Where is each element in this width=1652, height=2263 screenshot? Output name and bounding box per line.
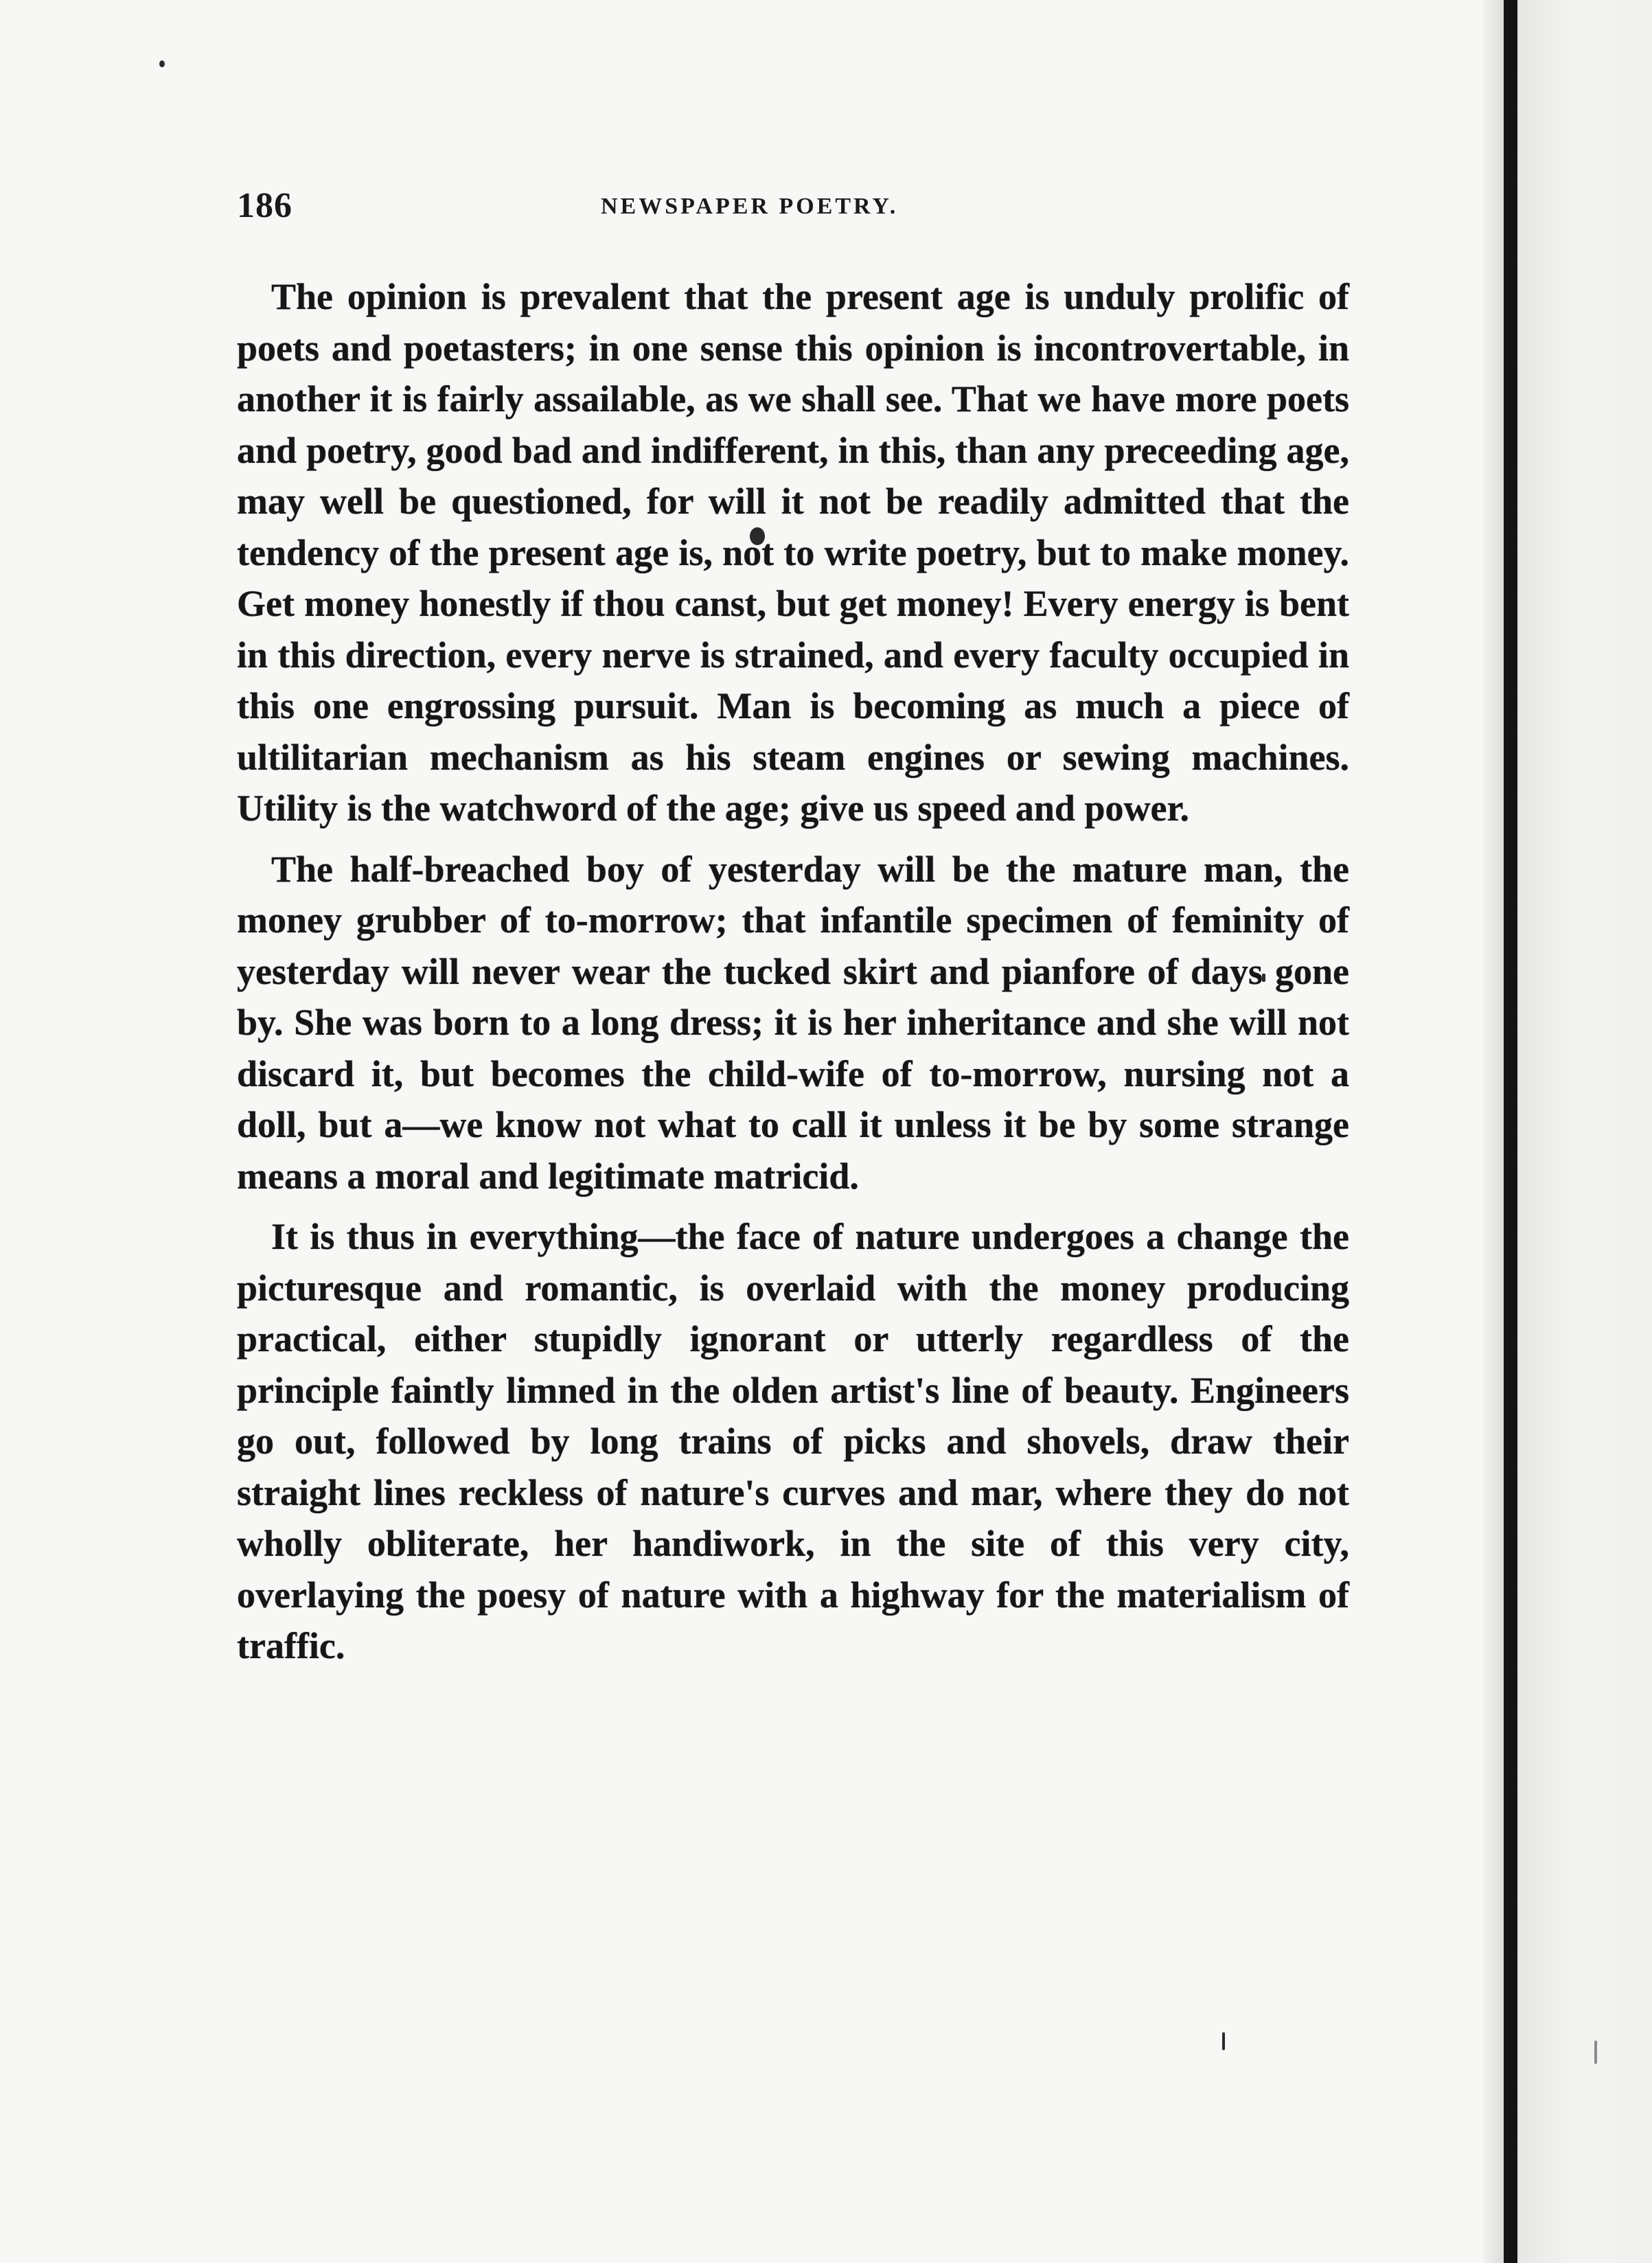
paragraph-opinion: The opinion is prevalent that the present age is unduly prolific of poets and poetasters; in one sense this opinion is incontrovertable, in another it is fairly assailable, as we shall see. That we have more poets and poetry, good bad and indifferent, in this, than any preceeding age, may well be questioned, for will it not be readily admitted that the tendency of the present age is, not to write poetry, but to make money. Get money honestly if thou canst, but get money! Every energy is bent in this direction, every nerve is strained, and every faculty occupied in this one engrossing pursuit. Man is becoming as much a piece of ultilitarian mechanism as his steam engines or sewing machines. Utility is the watchword of the age; give us speed and power. — [237, 276, 1349, 829]
gutter-shadow — [1483, 0, 1504, 2263]
paragraph-everything: It is thus in everything—the face of nature undergoes a change the picturesque and romantic, is overlaid with the money producing practical, either stupidly ignorant or utterly regardless of the principle faintly limned in the olden artist's line of beauty. Engineers go out, followed by long trains of picks and shovels, draw their straight lines reckless of nature's curves and mar, where they do not wholly obliterate, her handiwork, in the site of this very city, overlaying the poesy of nature with a highway for the materialism of traffic. — [237, 1216, 1349, 1666]
running-title: NEWSPAPER POETRY. — [601, 194, 899, 219]
body-text — [237, 271, 1349, 1672]
ink-speck — [1222, 2032, 1225, 2050]
running-head — [237, 185, 1349, 233]
ink-speck — [159, 60, 165, 67]
gutter-rule — [1504, 0, 1517, 2263]
ink-speck — [1594, 2041, 1597, 2064]
facing-page-edge — [1517, 0, 1652, 2263]
paragraph-half-breached-boy: The half-breached boy of yesterday will be the mature man, the money grubber of to-morrow; that infantile specimen of feminity of yesterday will never wear the tucked skirt and pianfore of days gone by. She was born to a long dress; it is her inheritance and she will not discard it, but becomes the child-wife of to-morrow, nursing not a doll, but a—we know not what to call it unless it be by some strange means a moral and legitimate matricid. — [237, 848, 1349, 1197]
page-number: 186 — [237, 186, 292, 225]
